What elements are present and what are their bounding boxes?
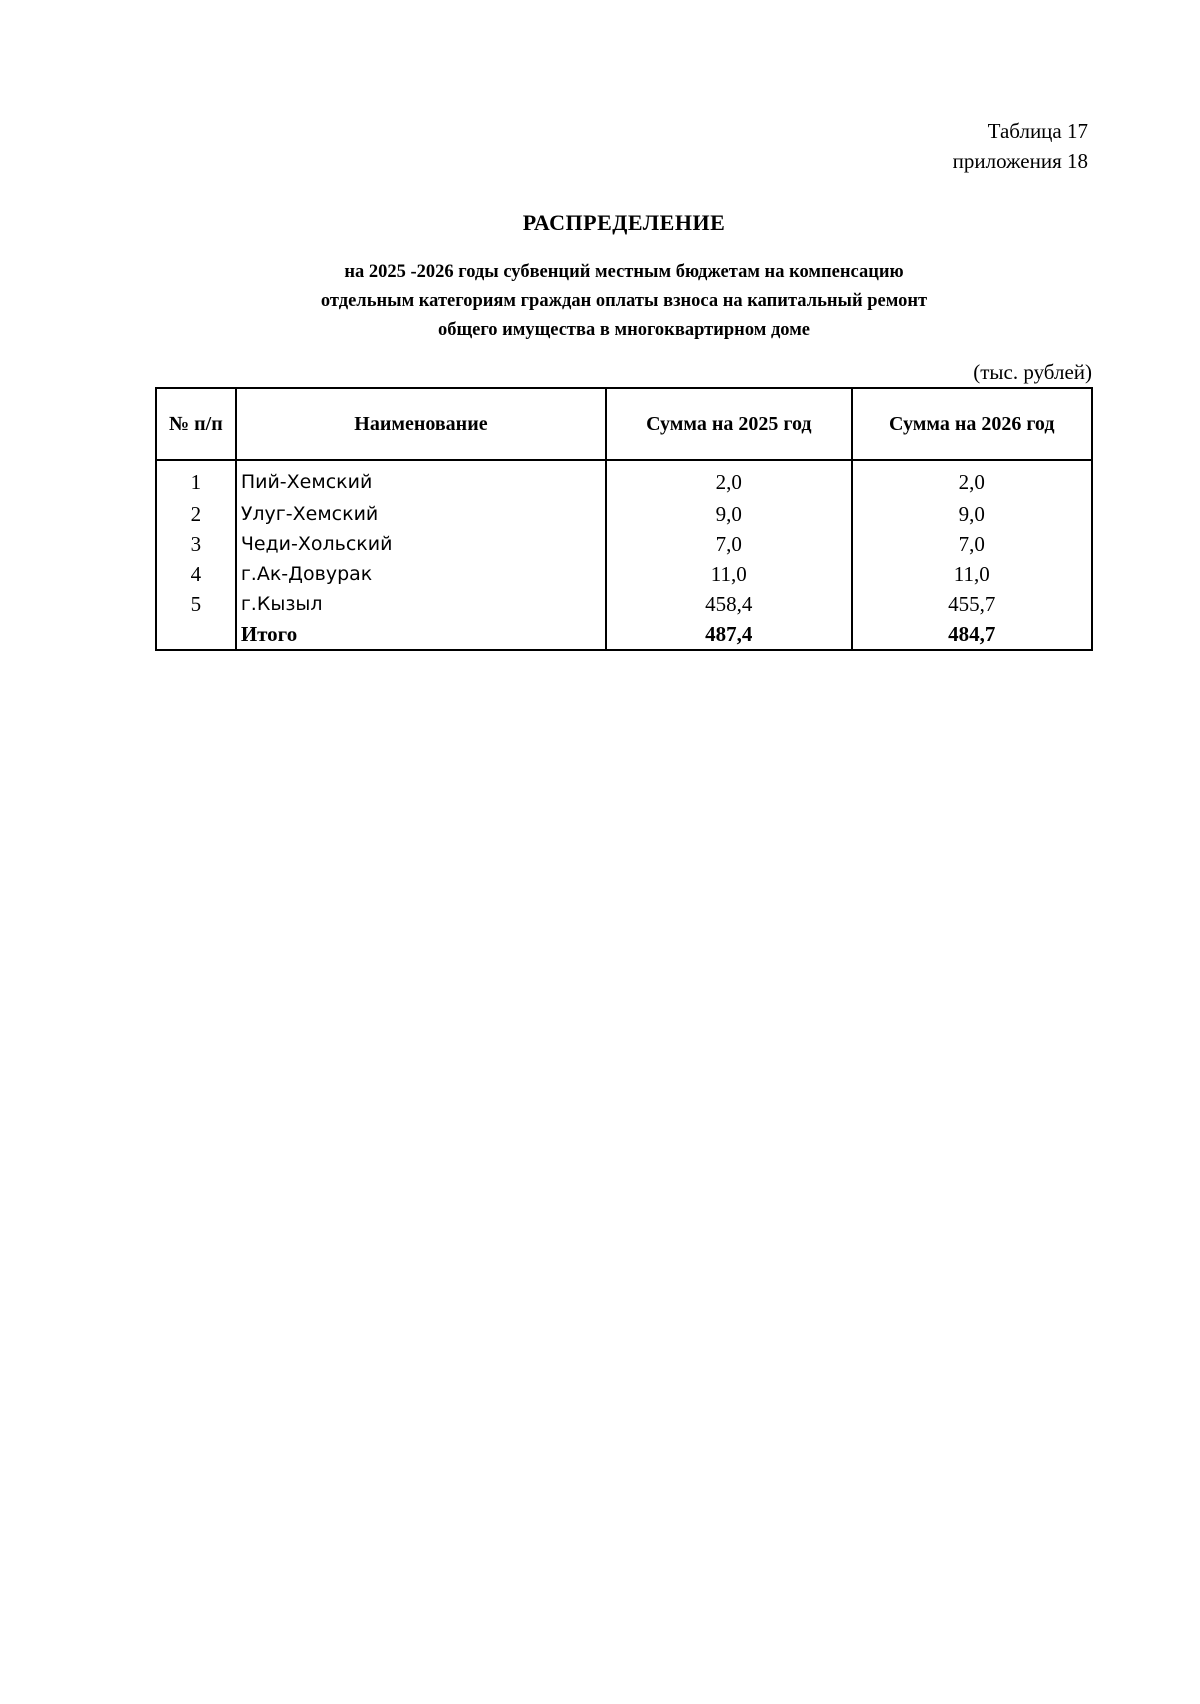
total-value-2026: 484,7	[852, 619, 1092, 650]
row-name: г.Ак-Довурак	[236, 559, 606, 589]
col-header-2026: Сумма на 2026 год	[852, 388, 1092, 460]
table-row	[156, 529, 1092, 559]
row-name: Пий-Хемский	[236, 460, 606, 499]
table-header-row	[156, 388, 1092, 460]
table-total-row	[156, 619, 1092, 650]
row-value-2026: 2,0	[852, 460, 1092, 499]
document-subtitle	[0, 258, 1200, 345]
row-value-2026: 7,0	[852, 529, 1092, 559]
subtitle-line: общего имущества в многоквартирном доме	[437, 320, 811, 340]
row-value-2025: 2,0	[606, 460, 851, 499]
total-label: Итого	[236, 619, 606, 650]
distribution-table	[155, 387, 1093, 651]
total-value-2025: 487,4	[606, 619, 851, 650]
document-title: РАСПРЕДЕЛЕНИЕ	[522, 210, 726, 235]
row-value-2026: 11,0	[852, 559, 1092, 589]
table-row	[156, 460, 1092, 499]
table-reference	[953, 116, 1088, 176]
col-header-2025: Сумма на 2025 год	[606, 388, 851, 460]
table-row	[156, 559, 1092, 589]
units-label: (тыс. рублей)	[973, 360, 1092, 384]
col-header-name: Наименование	[236, 388, 606, 460]
row-name: г.Кызыл	[236, 589, 606, 619]
row-number: 5	[156, 589, 236, 619]
table-row	[156, 499, 1092, 529]
row-number: 2	[156, 499, 236, 529]
appendix-label: приложения 18	[952, 149, 1088, 173]
row-value-2026: 455,7	[852, 589, 1092, 619]
row-value-2025: 11,0	[606, 559, 851, 589]
subtitle-line: отдельным категориям граждан оплаты взноса на капитальный ремонт	[320, 291, 928, 311]
table-label: Таблица 17	[987, 119, 1088, 143]
total-number	[156, 619, 236, 650]
row-number: 4	[156, 559, 236, 589]
row-value-2025: 7,0	[606, 529, 851, 559]
row-value-2026: 9,0	[852, 499, 1092, 529]
row-name: Чеди-Хольский	[236, 529, 606, 559]
table-row	[156, 589, 1092, 619]
row-value-2025: 9,0	[606, 499, 851, 529]
row-number: 3	[156, 529, 236, 559]
col-header-number: № п/п	[156, 388, 236, 460]
subtitle-line: на 2025 -2026 годы субвенций местным бюджетам на компенсацию	[344, 262, 904, 282]
row-number: 1	[156, 460, 236, 499]
row-name: Улуг-Хемский	[236, 499, 606, 529]
row-value-2025: 458,4	[606, 589, 851, 619]
